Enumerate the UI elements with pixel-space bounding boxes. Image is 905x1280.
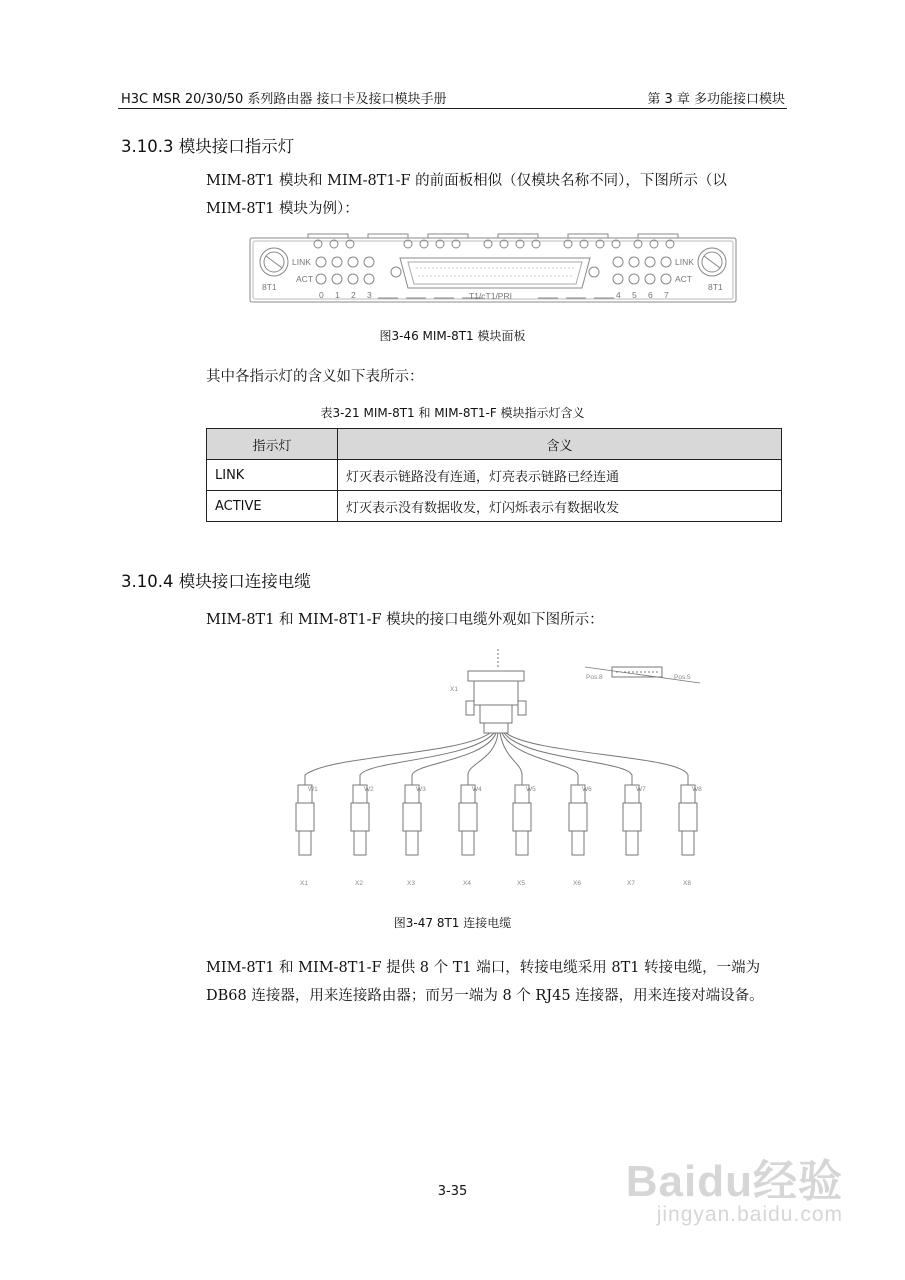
panel-port-2: 2 <box>351 290 356 300</box>
wire-label-4: W4 <box>472 786 482 793</box>
table-cell-meaning: 灯灭表示链路没有连通，灯亮表示链路已经连通 <box>338 460 782 491</box>
panel-port-3: 3 <box>367 290 372 300</box>
section-title-3-10-4: 3.10.4 模块接口连接电缆 <box>121 572 311 591</box>
panel-label-act-right: ACT <box>675 274 692 284</box>
8t1-cable-figure <box>290 645 710 895</box>
panel-label-act-left: ACT <box>296 274 313 284</box>
cable-desc-line2: DB68 连接器，用来连接路由器；而另一端为 8 个 RJ45 连接器，用来连接对端设备。 <box>206 988 764 1004</box>
header-chapter: 第 3 章 多功能接口模块 <box>647 92 785 107</box>
plug-label-8: X8 <box>683 880 691 887</box>
wire-label-1: W1 <box>308 786 318 793</box>
wire-label-2: W2 <box>364 786 374 793</box>
cable-pos-left: Pos.8 <box>586 674 603 681</box>
section-title-3-10-3: 3.10.3 模块接口指示灯 <box>121 137 295 156</box>
indicator-table <box>206 428 782 522</box>
panel-port-6: 6 <box>648 290 653 300</box>
figure-caption-3-46: 图3-46 MIM-8T1 模块面板 <box>379 329 526 343</box>
wire-label-8: W8 <box>692 786 702 793</box>
panel-port-0: 0 <box>319 290 324 300</box>
table-cell-indicator: ACTIVE <box>207 491 338 522</box>
watermark-url: jingyan.baidu.com <box>656 1203 843 1226</box>
intro-paragraph-line2: MIM-8T1 模块为例）： <box>206 201 359 217</box>
header-title: H3C MSR 20/30/50 系列路由器 接口卡及接口模块手册 <box>121 92 447 107</box>
cable-desc-line1: MIM-8T1 和 MIM-8T1-F 提供 8 个 T1 端口，转接电缆采用 8T1 转接电缆，一端为 <box>206 960 761 976</box>
wire-label-5: W5 <box>526 786 536 793</box>
baidu-watermark <box>626 1145 843 1227</box>
cable-connector-label: X1 <box>450 686 458 693</box>
table-cell-meaning: 灯灭表示没有数据收发，灯闪烁表示有数据收发 <box>338 491 782 522</box>
panel-port-label: T1/cT1/PRI <box>469 291 512 301</box>
wire-label-6: W6 <box>582 786 592 793</box>
intro-paragraph-line1: MIM-8T1 模块和 MIM-8T1-F 的前面板相似（仅模块名称不同），下图所示（以 <box>206 173 727 189</box>
panel-port-7: 7 <box>664 290 669 300</box>
table-intro: 其中各指示灯的含义如下表所示： <box>206 369 424 385</box>
panel-model-left: 8T1 <box>262 282 277 292</box>
table-row <box>207 491 782 522</box>
plug-label-1: X1 <box>300 880 308 887</box>
plug-label-5: X5 <box>517 880 525 887</box>
table-header-indicator: 指示灯 <box>207 429 338 460</box>
panel-port-4: 4 <box>616 290 621 300</box>
plug-label-6: X6 <box>573 880 581 887</box>
cable-pos-right: Pos.5 <box>674 674 691 681</box>
watermark-brand: Baidu经验 <box>625 1157 843 1206</box>
table-cell-indicator: LINK <box>207 460 338 491</box>
panel-port-1: 1 <box>335 290 340 300</box>
header-divider <box>118 108 787 109</box>
wire-label-7: W7 <box>636 786 646 793</box>
table-caption-3-21: 表3-21 MIM-8T1 和 MIM-8T1-F 模块指示灯含义 <box>320 406 585 420</box>
plug-label-3: X3 <box>407 880 415 887</box>
figure-caption-3-47: 图3-47 8T1 连接电缆 <box>393 916 512 930</box>
page-number: 3-35 <box>437 1184 468 1199</box>
plug-label-2: X2 <box>355 880 363 887</box>
cable-intro: MIM-8T1 和 MIM-8T1-F 模块的接口电缆外观如下图所示： <box>206 612 604 628</box>
table-header-meaning: 含义 <box>338 429 782 460</box>
plug-label-4: X4 <box>463 880 471 887</box>
panel-model-right: 8T1 <box>708 282 723 292</box>
plug-label-7: X7 <box>627 880 635 887</box>
wire-label-3: W3 <box>416 786 426 793</box>
panel-label-link-left: LINK <box>292 257 311 267</box>
panel-port-5: 5 <box>632 290 637 300</box>
panel-label-link-right: LINK <box>675 257 694 267</box>
mim-8t1-panel-figure <box>248 232 738 304</box>
table-row <box>207 460 782 491</box>
